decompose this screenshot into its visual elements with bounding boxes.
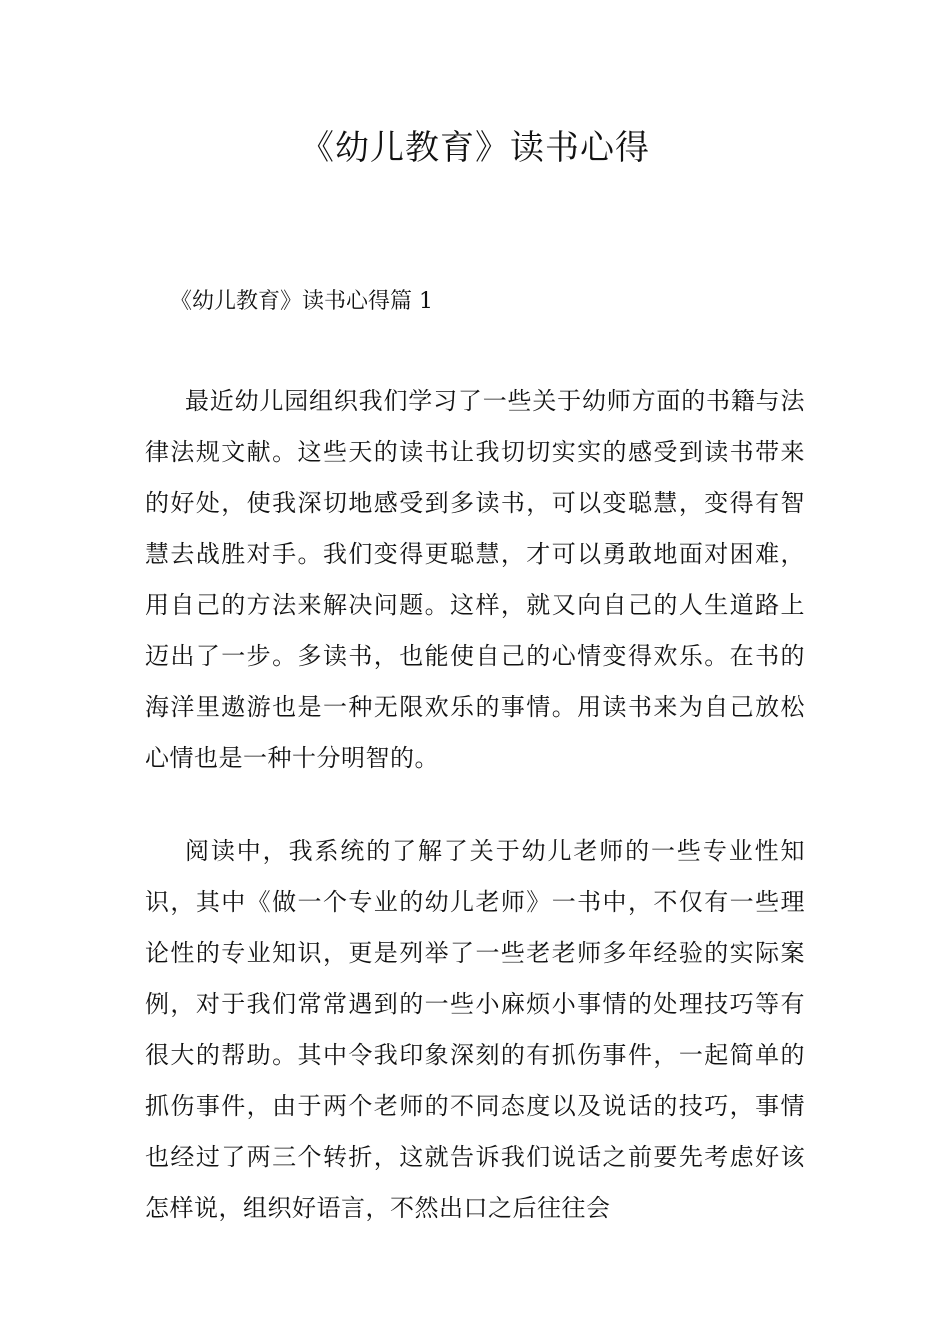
document-title: 《幼儿教育》读书心得 <box>300 128 650 168</box>
section-heading: 《幼儿教育》读书心得篇 1 <box>170 289 433 314</box>
paragraph-1: 最近幼儿园组织我们学习了一些关于幼师方面的书籍与法律法规文献。这些天的读书让我切切实实的感受到读书带来的好处，使我深切地感受到多读书，可以变聪慧，变得有智慧去战胜对手。我们变得更聪慧，才可以勇敢地面对困难，用自己的方法来解决问题。这样，就又向自己的人生道路上迈出了一步。多读书，也能使自己的心情变得欢乐。在书的海洋里遨游也是一种无限欢乐的事情。用读书来为自己放松心情也是一种十分明智的。 <box>145 387 805 772</box>
paragraph-2: 阅读中，我系统的了解了关于幼儿老师的一些专业性知识，其中《做一个专业的幼儿老师》一书中，不仅有一些理论性的专业知识，更是列举了一些老老师多年经验的实际案例，对于我们常常遇到的一些小麻烦小事情的处理技巧等有很大的帮助。其中令我印象深刻的有抓伤事件，一起简单的抓伤事件，由于两个老师的不同态度以及说话的技巧，事情也经过了两三个转折，这就告诉我们说话之前要先考虑好该怎样说，组织好语言，不然出口之后往往会 <box>145 837 805 1222</box>
